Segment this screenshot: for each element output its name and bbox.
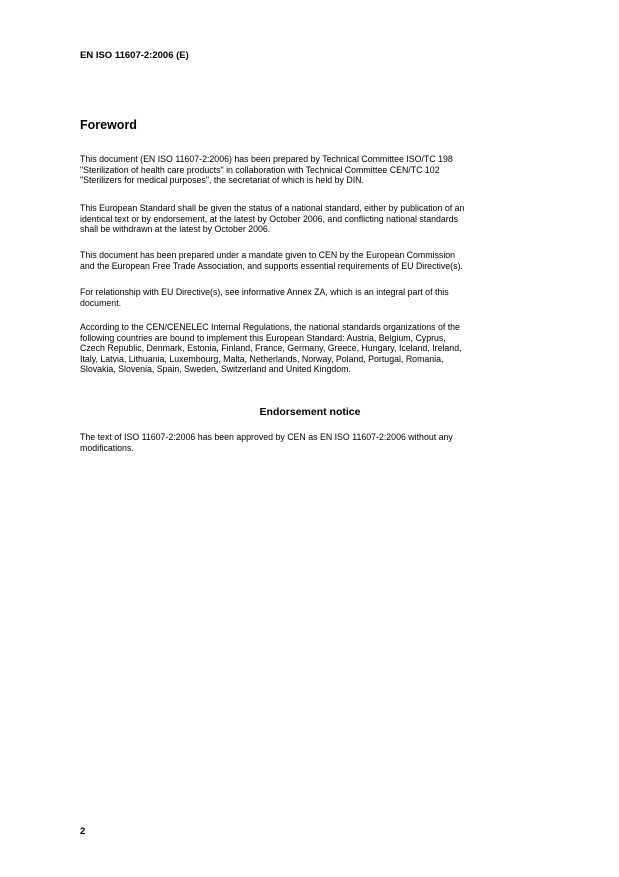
text-line: Slovakia, Slovenia, Spain, Sweden, Switzerland and United Kingdom. (80, 364, 351, 375)
text-line: following countries are bound to implement this European Standard: Austria, Belgium, Cyprus, (80, 332, 446, 343)
text-line: Italy, Latvia, Lithuania, Luxembourg, Malta, Netherlands, Norway, Poland, Portugal, Romania, (80, 353, 444, 364)
text-line: shall be withdrawn at the latest by October 2006. (80, 224, 271, 235)
text-line: and the European Free Trade Association, and supports essential requirements of EU Directive(s). (80, 260, 463, 271)
text-line: Czech Republic, Denmark, Estonia, Finland, France, Germany, Greece, Hungary, Iceland, Ireland, (80, 343, 462, 354)
page-number: 2 (80, 826, 86, 837)
foreword-heading: Foreword (80, 118, 137, 132)
text-line: "Sterilizers for medical purposes", the secretariat of which is held by DIN. (80, 175, 364, 186)
text-line: This European Standard shall be given the status of a national standard, either by publication of an (80, 203, 465, 213)
text-line: This document (EN ISO 11607-2:2006) has been prepared by Technical Committee ISO/TC 198 (80, 154, 453, 164)
text-line: For relationship with EU Directive(s), see informative Annex ZA, which is an integral part of this (80, 287, 449, 297)
endorsement-heading: Endorsement notice (259, 406, 361, 418)
text-line: document. (80, 297, 122, 308)
foreword-paragraph-4 (80, 287, 550, 308)
endorsement-paragraph (80, 432, 550, 453)
foreword-paragraph-5 (80, 322, 550, 375)
text-line: "Sterilization of health care products" in collaboration with Technical Committee CEN/TC 102 (80, 164, 440, 175)
document-id-header: EN ISO 11607-2:2006 (E) (80, 50, 189, 61)
text-line: The text of ISO 11607-2:2006 has been approved by CEN as EN ISO 11607-2:2006 without any (80, 432, 453, 442)
foreword-paragraph-3 (80, 250, 550, 271)
text-line: modifications. (80, 442, 134, 453)
foreword-paragraph-1 (80, 154, 550, 186)
text-line: identical text or by endorsement, at the latest by October 2006, and conflicting national standards (80, 213, 459, 224)
foreword-paragraph-2 (80, 203, 550, 235)
text-line: According to the CEN/CENELEC Internal Regulations, the national standards organizations of the (80, 322, 460, 332)
text-line: This document has been prepared under a mandate given to CEN by the European Commission (80, 250, 456, 260)
